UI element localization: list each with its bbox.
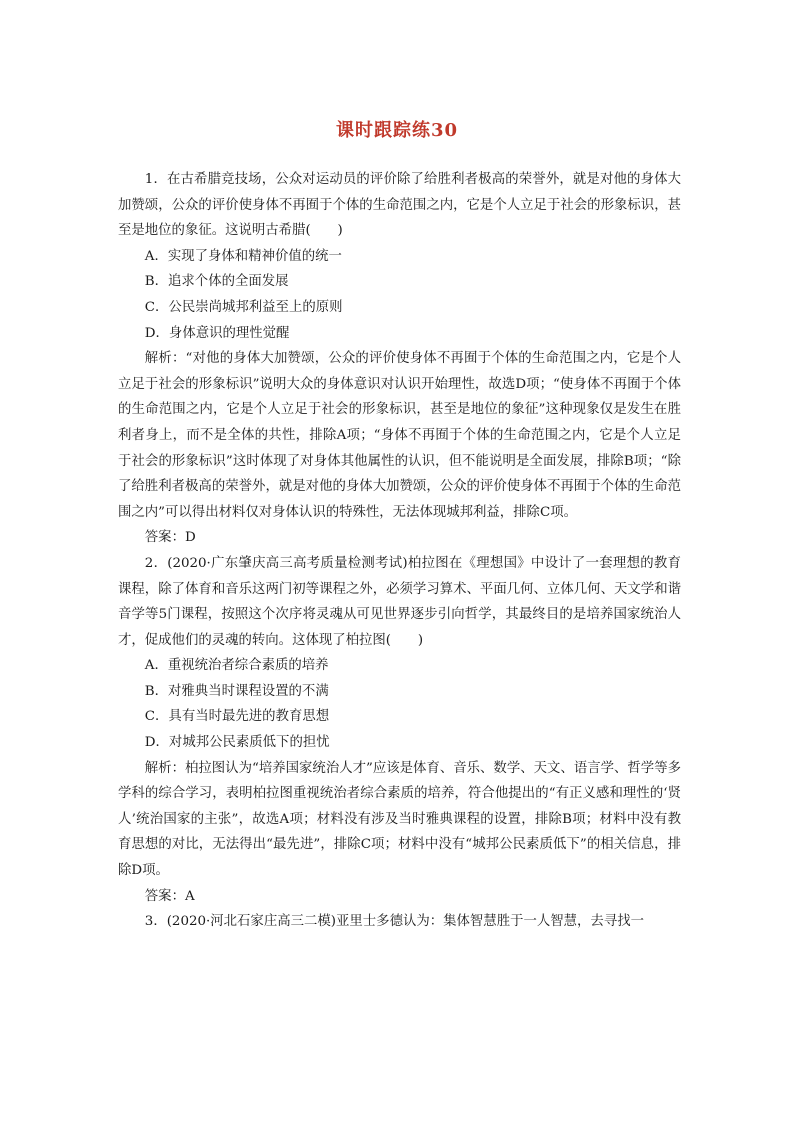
question-2-option-a: A．重视统治者综合素质的培养	[144, 658, 329, 674]
question-1-stem: 1．在古希腊竞技场，公众对运动员的评价除了给胜利者极高的荣誉外，就是对他的身体大加赞颂，公众的评价使身体不再囿于个体的生命范围之内，它是个人立足于社会的形象标识，甚至是地位的象征。这说明古希腊( )	[118, 172, 681, 239]
question-1-option-a: A．实现了身体和精神价值的统一	[144, 248, 342, 264]
question-1-option-b: B．追求个体的全面发展	[144, 274, 289, 290]
question-1-option-c: C．公民崇尚城邦利益至上的原则	[144, 299, 343, 315]
question-2-option-c: C．具有当时最先进的教育思想	[144, 709, 330, 725]
page-title: 课时跟踪练30	[335, 120, 459, 141]
question-1-option-d: D．身体意识的理性觉醒	[144, 325, 290, 341]
question-1-analysis: 解析：“对他的身体大加赞颂，公众的评价使身体不再囿于个体的生命范围之内，它是个人立足于社会的形象标识”说明大众的身体意识对认识开始理性，故选D项；“使身体不再囿于个体的生命范围之内，它是个人立足于社会的形象标识，甚至是地位的象征”这种现象仅是发生在胜利者身上，而不是全体的共性，排除A项；“身体不再囿于个体的生命范围之内，它是个人立足于社会的形象标识”这时体现了对身体其他属性的认识，但不能说明是全面发展，排除B项；“除了给胜利者极高的荣誉外，就是对他的身体大加赞颂，公众的评价使身体不再囿于个体的生命范围之内”可以得出材料仅对身体认识的特殊性，无法体现城邦利益，排除C项。	[118, 351, 681, 520]
question-2-stem: 2．(2020·广东肇庆高三高考质量检测考试)柏拉图在《理想国》中设计了一套理想的教育课程，除了体育和音乐这两门初等课程之外，必须学习算术、平面几何、立体几何、天文学和谐音学等5门课程，按照这个次序将灵魂从可见世界逐步引向哲学，其最终目的是培养国家统治人才，促成他们的灵魂的转向。这体现了柏拉图( )	[118, 555, 681, 648]
question-2-option-b: B．对雅典当时课程设置的不满	[144, 683, 329, 699]
question-1-answer: 答案：D	[144, 530, 196, 546]
question-3-stem: 3．(2020·河北石家庄高三二模)亚里士多德认为：集体智慧胜于一人智慧，去寻找一	[144, 914, 644, 930]
question-2-analysis: 解析：柏拉图认为“培养国家统治人才”应该是体育、音乐、数学、天文、语言学、哲学等多学科的综合学习，表明柏拉图重视统治者综合素质的培养，符合他提出的“有正义感和理性的‘贤人’统治国家的主张”，故选A项；材料没有涉及当时雅典课程的设置，排除B项；材料中没有教育思想的对比，无法得出“最先进”，排除C项；材料中没有“城邦公民素质低下”的相关信息，排除D项。	[118, 760, 681, 879]
question-2-option-d: D．对城邦公民素质低下的担忧	[144, 735, 330, 751]
question-2-answer: 答案：A	[144, 888, 195, 904]
document-body	[118, 167, 681, 935]
